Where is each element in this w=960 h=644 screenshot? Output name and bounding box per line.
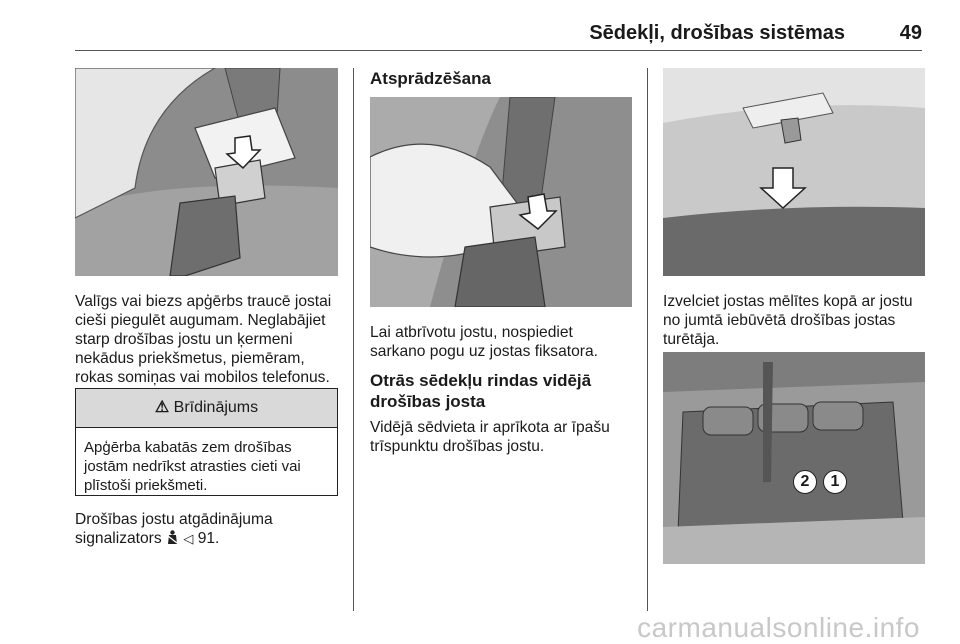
body-paragraph — [75, 510, 341, 548]
body-paragraph: Izvelciet jostas mēlītes kopā ar jostu no jumtā iebūvētā drošības jostas turētāja. — [663, 293, 913, 348]
body-paragraph: Lai atbrīvotu jostu, nospiediet sarkano pogu uz jostas fiksatora. — [370, 324, 598, 360]
reminder-text: Drošības jostu atgādinājuma signalizators — [75, 511, 273, 547]
header-rule — [75, 50, 922, 51]
figure-buckle-release — [370, 97, 632, 307]
callout-1: 1 — [823, 470, 847, 494]
figure-roof-belt-holder — [663, 68, 925, 276]
page-reference-icon: ◁ — [183, 531, 194, 546]
page-number: 49 — [899, 22, 922, 44]
section-heading: Atsprādzēšana — [370, 69, 491, 88]
body-paragraph: Vidējā sēdvieta ir aprīkota ar īpašu trīspunktu drošības jostu. — [370, 419, 610, 455]
figure-rear-seat-belts — [663, 352, 925, 564]
page-reference[interactable]: 91. — [197, 530, 220, 547]
figure-buckle-insertion — [75, 68, 338, 276]
warning-triangle-icon: ⚠ — [154, 399, 170, 416]
column-separator — [647, 68, 648, 611]
warning-box — [75, 388, 338, 496]
page-header-title: Sēdekļi, drošības sistēmas — [589, 22, 845, 44]
seatbelt-reminder-icon — [166, 530, 183, 547]
warning-header — [76, 389, 337, 428]
section-heading: Otrās sēdekļu rindas vidējā drošības josta — [370, 371, 592, 411]
warning-text: Apģērba kabatās zem drošības jostām nedrīkst atrasties cieti vai plīstoši priekšmeti. — [84, 439, 301, 494]
callout-2: 2 — [793, 470, 817, 494]
body-paragraph: Valīgs vai biezs apģērbs traucē jostai cieši piegulēt augumam. Neglabājiet starp drošības jostu un ķermeni nekādus priekšmetus, piemēram, rokas somiņas vai mobilos telefonus. — [75, 293, 332, 386]
watermark: carmanualsonline.info — [637, 612, 920, 643]
warning-title: Brīdinājums — [173, 399, 259, 416]
column-separator — [353, 68, 354, 611]
